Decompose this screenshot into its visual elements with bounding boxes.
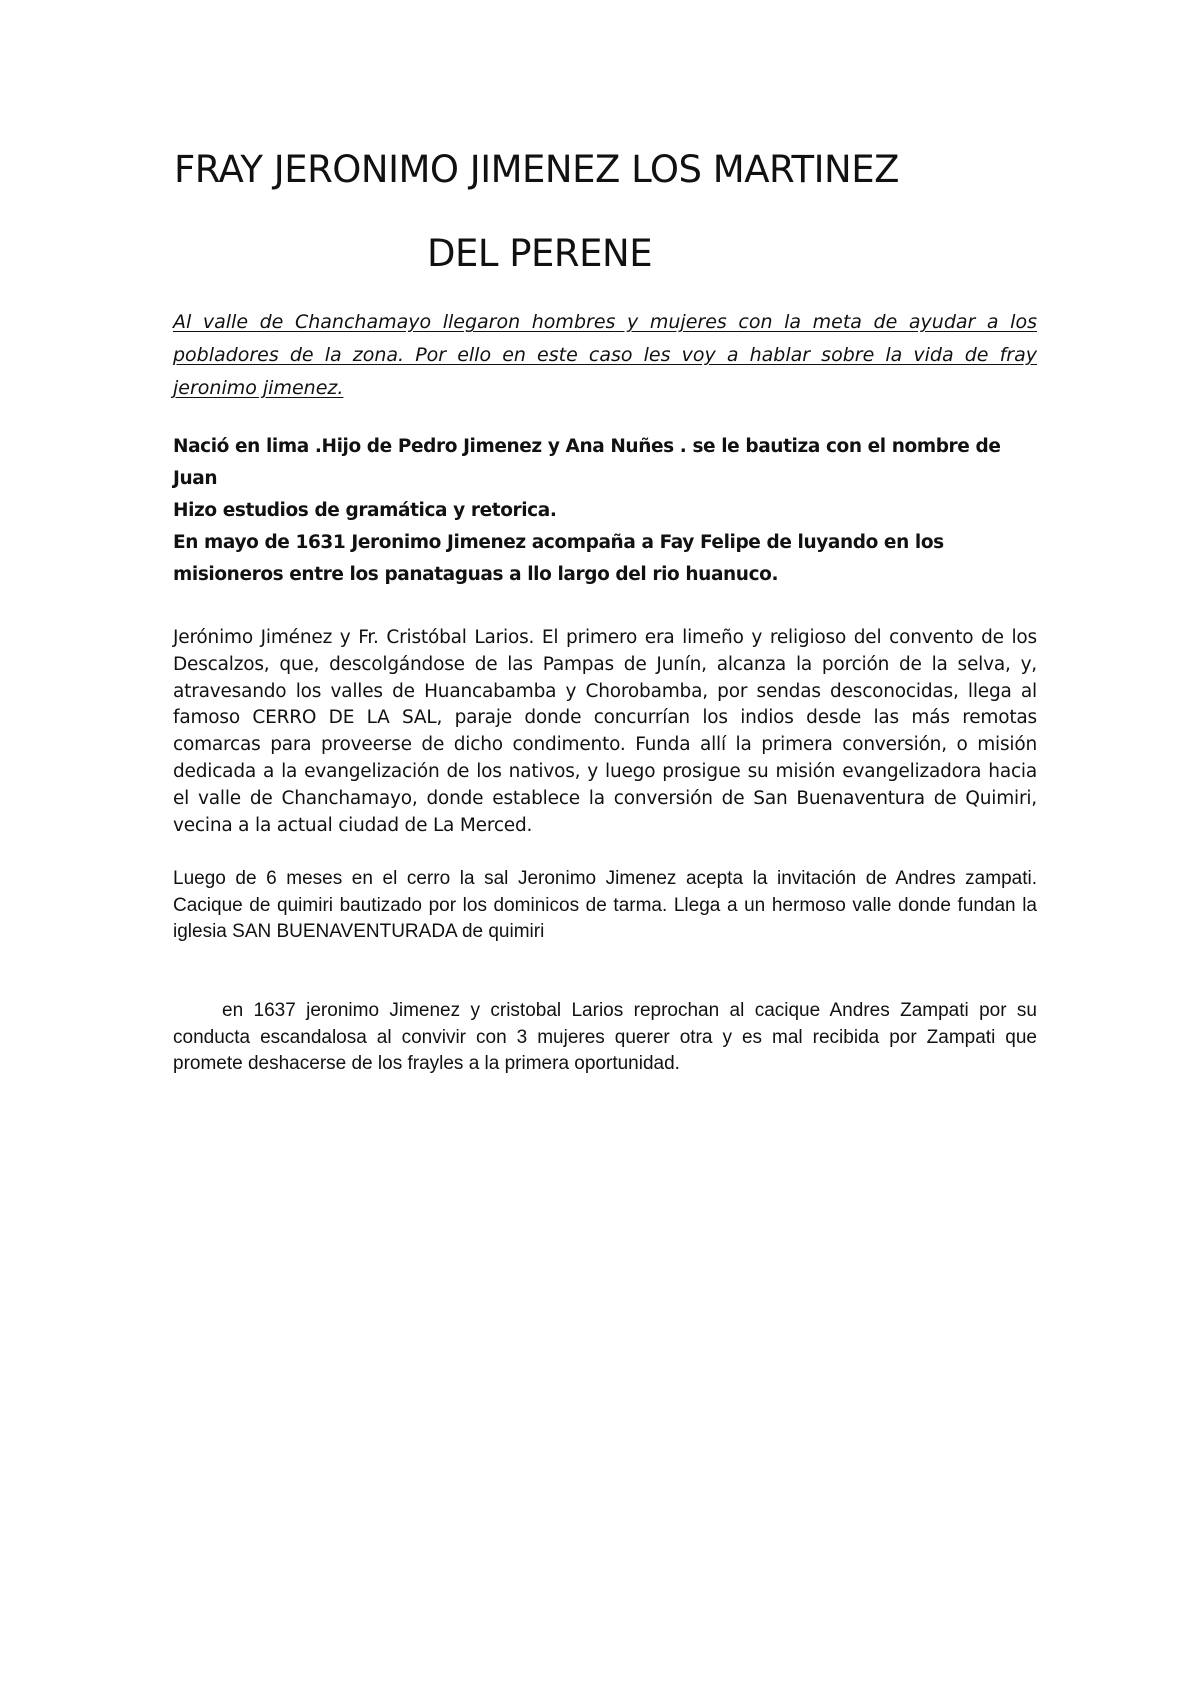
zampati-paragraph: Luego de 6 meses en el cerro la sal Jeronimo Jimenez acepta la invitación de Andres zampati. Cacique de quimiri bautizado por los dominicos de tarma. Llega a un hermoso valle donde fundan la iglesia SAN BUENAVENTURADA de quimiri bbox=[173, 868, 1037, 942]
biography-block bbox=[173, 431, 1037, 591]
intro-paragraph: Al valle de Chanchamayo llegaron hombres y mujeres con la meta de ayudar a los pobladores de la zona. Por ello en este caso les voy a hablar sobre la vida de fray jeronimo jimenez. bbox=[173, 311, 1037, 399]
bio-line: Nació en lima .Hijo de Pedro Jimenez y Ana Nuñes . se le bautiza con el nombre de Juan bbox=[173, 436, 1001, 489]
reproach-paragraph: en 1637 jeronimo Jimenez y cristobal Larios reprochan al cacique Andres Zampati por su conducta escandalosa al convivir con 3 mujeres querer otra y es mal recibida por Zampati que promete deshacerse de los frayles a la primera oportunidad. bbox=[173, 1000, 1037, 1074]
bio-line: Hizo estudios de gramática y retorica. bbox=[173, 500, 557, 521]
title-line-2: DEL PERENE bbox=[427, 232, 653, 275]
bio-line: En mayo de 1631 Jeronimo Jimenez acompaña a Fay Felipe de luyando en los misioneros entre los panataguas a llo largo del rio huanuco. bbox=[173, 532, 944, 585]
larios-paragraph: Jerónimo Jiménez y Fr. Cristóbal Larios. El primero era limeño y religioso del convento de los Descalzos, que, descolgándose de las Pampas de Junín, alcanza la porción de la selva, y, atravesando los valles de Huancabamba y Chorobamba, por sendas desconocidas, llega al famoso CERRO DE LA SAL, paraje donde concurrían los indios desde las más remotas comarcas para proveerse de dicho condimento. Funda allí la primera conversión, o misión dedicada a la evangelización de los nativos, y luego prosigue su misión evangelizadora hacia el valle de Chanchamayo, donde establece la conversión de San Buenaventura de Quimiri, vecina a la actual ciudad de La Merced. bbox=[173, 627, 1037, 836]
title-line-1: FRAY JERONIMO JIMENEZ LOS MARTINEZ bbox=[174, 148, 899, 191]
